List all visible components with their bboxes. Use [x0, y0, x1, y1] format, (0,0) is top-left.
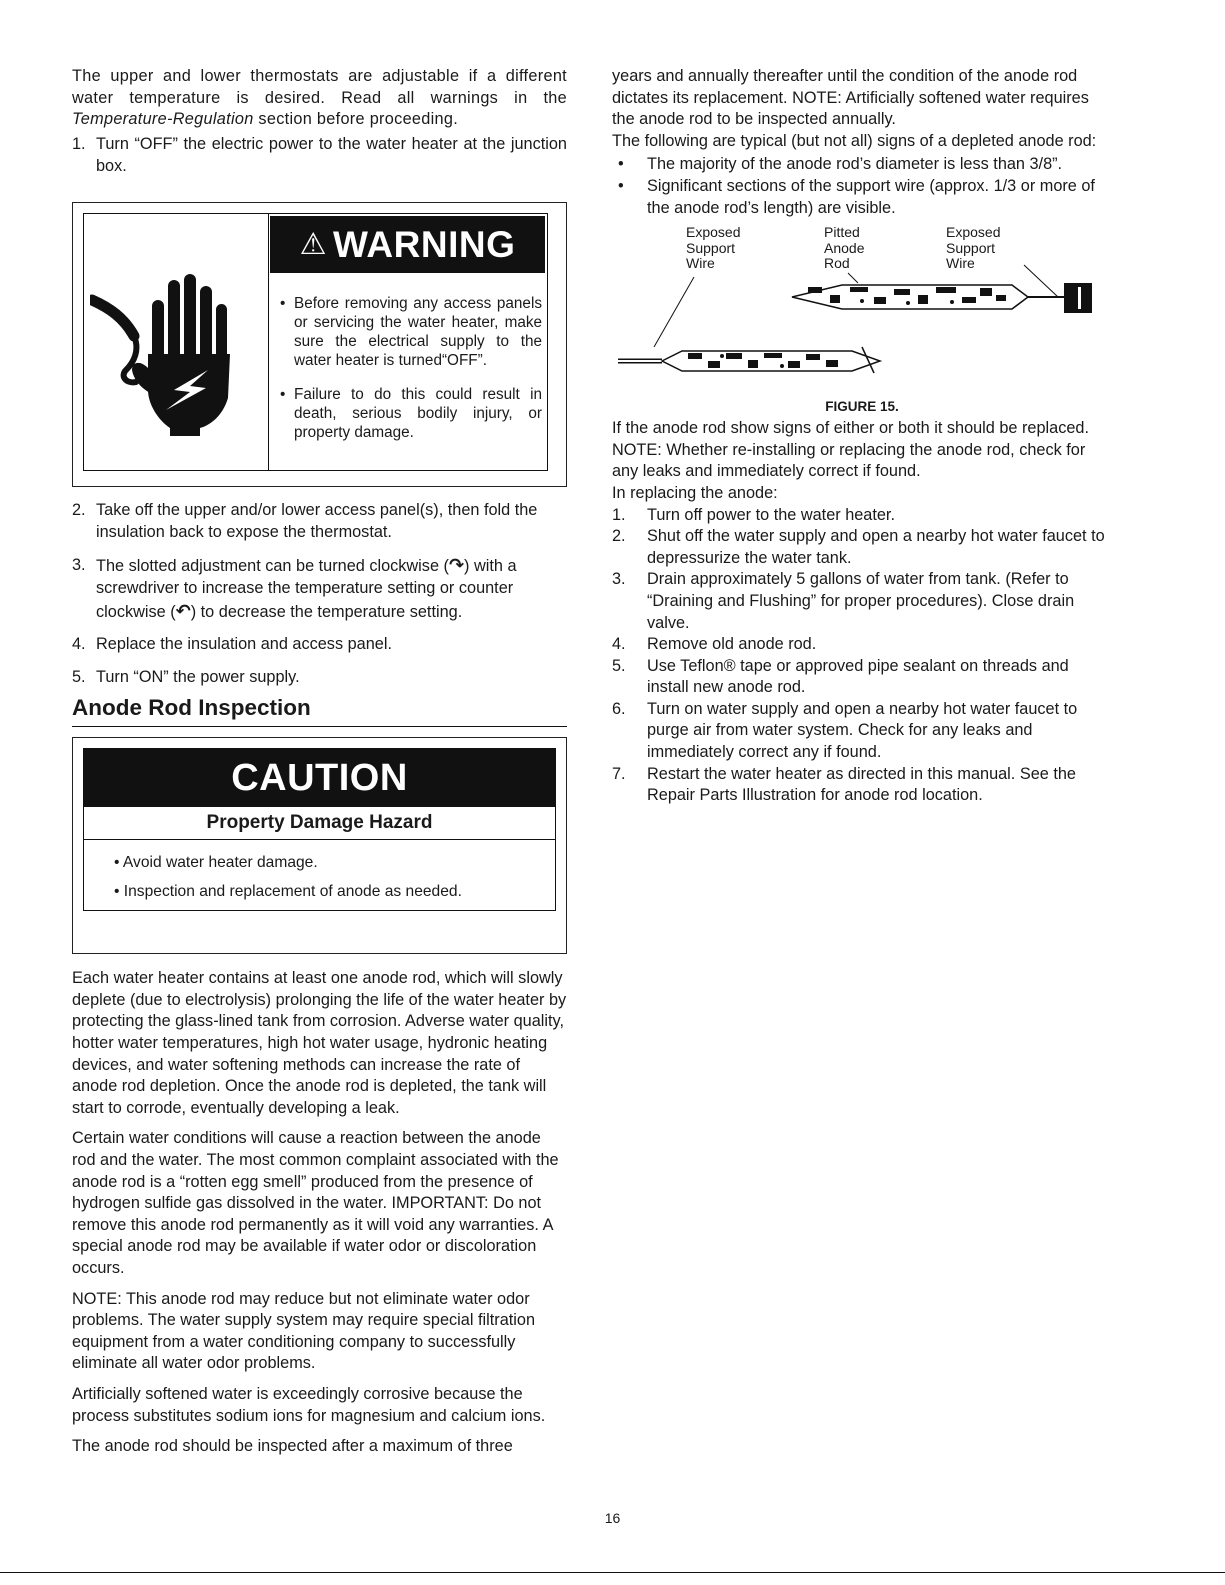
step-text: Restart the water heater as directed in this manual. See the Repair Parts Illustration for anode rod location. — [647, 764, 1076, 805]
counterclockwise-arrow-icon: ↶ — [175, 600, 191, 621]
step-text-b: ) with a screwdriver to increase the temperature setting or counter clockwise ( — [96, 556, 517, 621]
step-number: 2. — [612, 527, 626, 546]
step-item — [612, 634, 1112, 656]
step-item — [612, 569, 1112, 634]
step-item — [612, 505, 1112, 527]
page-number: 16 — [604, 1510, 621, 1526]
replacing-intro: In replacing the anode: — [612, 483, 778, 502]
step-text: Turn on water supply and open a nearby hot water faucet to purge air from water system. Check for any leaks and immediately correct any if found. — [647, 699, 1078, 762]
warning-title: WARNING — [333, 223, 516, 265]
step-number: 2. — [72, 500, 86, 519]
warning-divider — [268, 214, 269, 470]
figure-label-line: Exposed — [946, 224, 1001, 241]
step-item — [612, 656, 1112, 699]
bullet-icon: • — [280, 385, 286, 403]
body-paragraph: Certain water conditions will cause a reaction between the anode rod and the water. The most common complaint associated with the anode rod is a “rotten egg smell” produced from the presence of hydrogen sulfide gas dissolved in the water. IMPORTANT: Do not remove this anode rod permanently as it will void any warranties. A special anode rod may be available if water odor or discoloration occurs. — [72, 1129, 559, 1277]
step-text: Turn “OFF” the electric power to the water heater at the junction box. — [96, 134, 567, 176]
step-item — [72, 554, 567, 624]
step-text: Turn “ON” the power supply. — [96, 667, 300, 686]
caution-list — [114, 853, 554, 911]
warning-box — [72, 202, 567, 487]
figure-label-line: Wire — [686, 255, 715, 272]
signs-item-text: The majority of the anode rod’s diameter is less than 3/8”. — [647, 155, 1063, 174]
intro-text-b: section before proceeding. — [253, 110, 459, 129]
body-paragraph: Each water heater contains at least one anode rod, which will slowly deplete (due to electrolysis) prolonging the life of the water heater by protecting the glass-lined tank from corrosion. Adverse water quality, hotter water temperatures, high hot water usage, hydronic heating devices, and water softening methods can increase the rate of anode rod depletion. Once the anode rod is depleted, the tank will start to corrode, eventually developing a leak. — [72, 969, 567, 1117]
step-item — [72, 666, 567, 689]
step-number: 1. — [72, 134, 86, 153]
caution-item: • Inspection and replacement of anode as needed. — [114, 883, 462, 901]
figure-label-line: Exposed — [686, 224, 741, 241]
body-paragraph: Artificially softened water is exceedingly corrosive because the process substitutes sodium ions for magnesium and calcium ions. — [72, 1384, 546, 1425]
step-number: 3. — [612, 570, 626, 589]
bullet-icon: • — [280, 294, 286, 312]
after-figure-paragraph: If the anode rod show signs of either or both it should be replaced. NOTE: Whether re-installing or replacing the anode rod, check for any leaks and immediately correct if found. — [612, 419, 1089, 481]
intro-italic-reference: Temperature-Regulation — [72, 110, 254, 129]
figure-label-line: Wire — [946, 255, 975, 272]
step-item — [72, 133, 567, 178]
figure-caption: FIGURE 15. — [825, 399, 899, 415]
step-text: Drain approximately 5 gallons of water from tank. (Refer to “Draining and Flushing” for proper procedures). Close drain valve. — [647, 570, 1075, 632]
intro-text-a: The upper and lower thermostats are adjustable if a different water temperature is desired. Read all warnings in the — [72, 67, 567, 107]
left-column — [72, 66, 567, 1467]
body-paragraph: The anode rod should be inspected after a maximum of three — [72, 1437, 513, 1456]
step-item — [612, 526, 1112, 569]
step-number: 4. — [612, 635, 626, 654]
typical-signs-intro: The following are typical (but not all) signs of a depleted anode rod: — [612, 131, 1097, 150]
step-text-c: ) to decrease the temperature setting. — [190, 602, 463, 621]
clockwise-arrow-icon: ↷ — [448, 554, 465, 575]
continued-paragraph: years and annually thereafter until the condition of the anode rod dictates its replacement. NOTE: Artificially softened water requires the anode rod to be inspected annually. — [612, 67, 1089, 129]
step-text: Use Teflon® tape or approved pipe sealant on threads and install new anode rod. — [647, 656, 1069, 697]
warning-item-text: Before removing any access panels or servicing the water heater, make sure the electrical supply to the water heater is turned“OFF”. — [294, 294, 542, 370]
signs-item — [612, 154, 1112, 176]
step-number: 6. — [612, 699, 626, 718]
caution-item: • Avoid water heater damage. — [114, 854, 318, 872]
warning-triangle-icon: ⚠ — [299, 227, 328, 261]
figure-label-line: Pitted — [824, 224, 860, 241]
warning-item — [280, 294, 542, 371]
anode-rod-illustration — [612, 225, 1112, 393]
step-list-1 — [72, 133, 567, 178]
step-text: Turn off power to the water heater. — [647, 505, 895, 524]
signs-item — [612, 176, 1112, 219]
step-list-2 — [72, 499, 567, 689]
signs-item-text: Significant sections of the support wire (approx. 1/3 or more of the anode rod’s length) are visible. — [647, 176, 1095, 217]
step-text-a: The slotted adjustment can be turned clockwise ( — [96, 556, 449, 575]
step-number: 5. — [72, 667, 86, 686]
figure-label-line: Rod — [824, 255, 850, 272]
caution-frame — [83, 748, 556, 911]
figure-label-line: Support — [686, 239, 736, 256]
caution-banner: CAUTION — [84, 749, 555, 807]
step-item — [72, 633, 567, 656]
figure-label-line: Anode — [824, 239, 865, 256]
warning-frame — [83, 213, 548, 471]
warning-item-text: Failure to do this could result in death, serious bodily injury, or property damage. — [294, 385, 542, 441]
anode-rod-figure — [612, 225, 1112, 393]
figure-label-line: Support — [946, 239, 996, 256]
bullet-icon: • — [618, 176, 624, 195]
step-number: 1. — [612, 505, 626, 524]
step-item — [612, 699, 1112, 764]
step-text: Replace the insulation and access panel. — [96, 635, 392, 654]
intro-paragraph — [72, 66, 567, 131]
page-bottom-rule — [0, 1572, 1225, 1573]
replacement-steps — [612, 505, 1112, 807]
bullet-icon: • — [618, 155, 624, 174]
right-column — [612, 66, 1112, 807]
body-paragraph: NOTE: This anode rod may reduce but not eliminate water odor problems. The water supply system may require special filtration equipment from a water conditioning company to successfully eliminate all water odor problems. — [72, 1289, 535, 1373]
step-number: 7. — [612, 764, 626, 783]
step-text: Remove old anode rod. — [647, 635, 817, 654]
step-item — [72, 499, 567, 544]
step-item — [612, 764, 1112, 807]
caution-subtitle: Property Damage Hazard — [84, 807, 555, 840]
warning-item — [280, 385, 542, 443]
warning-list — [280, 294, 542, 456]
caution-box — [72, 737, 567, 954]
electrical-shock-hand-icon — [90, 258, 260, 438]
section-title-anode-rod-inspection: Anode Rod Inspection — [72, 694, 567, 727]
step-text: Shut off the water supply and open a nearby hot water faucet to depressurize the water tank. — [647, 527, 1105, 567]
signs-list — [612, 154, 1112, 219]
step-number: 5. — [612, 656, 626, 675]
step-number: 4. — [72, 635, 86, 654]
warning-banner — [270, 216, 545, 273]
step-number: 3. — [72, 555, 86, 574]
step-text: Take off the upper and/or lower access panel(s), then fold the insulation back to expose the thermostat. — [96, 500, 538, 542]
